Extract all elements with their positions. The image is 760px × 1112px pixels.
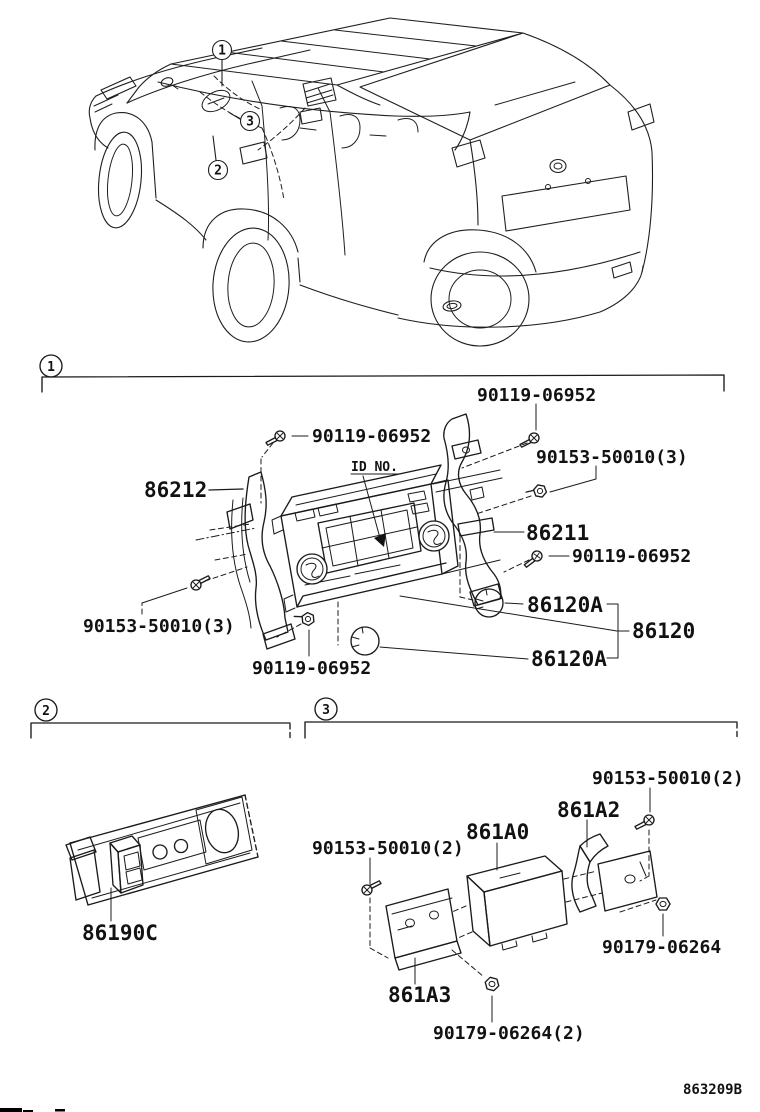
section-1-radio-assembly [40,355,724,679]
part-label-90153-50010-right: 90153-50010(3) [536,447,688,468]
car-callout-2 [209,136,228,180]
section-3-header [305,698,737,738]
page-edge-artifact [0,1108,65,1112]
id-no-label: ID NO. [351,460,398,475]
section-3-callout: 3 [322,703,330,718]
part-label-90119-06952-top-right: 90119-06952 [477,385,597,406]
bracket-86211-drawing [444,414,502,606]
bolt-icon [526,483,548,498]
bracket-86212-drawing [227,472,295,649]
screw-icon [266,431,285,445]
screw-icon [522,550,543,567]
id-no-annotation [351,460,399,547]
section-2-header [31,699,290,739]
knob-cap-icon [475,589,503,617]
car-callout-1-number: 1 [218,43,226,59]
part-label-86120A-top: 86120A [527,593,603,617]
part-label-90119-06952-mid-right: 90119-06952 [572,546,692,567]
section-1-callout: 1 [47,360,55,375]
bracket-861A3-drawing [386,889,461,970]
panel-86190C-drawing [66,795,258,905]
part-label-90153-50010-left: 90153-50010(3) [83,616,235,637]
part-label-86120A-bottom: 86120A [531,647,607,671]
car-callout-3-number: 3 [246,114,254,130]
section-2-bracket-panel [31,699,290,945]
bolt-icon [293,608,316,627]
figure-code: 863209B [683,1082,743,1098]
part-label-861A2: 861A2 [557,798,621,822]
knob-cap-icon [351,627,379,655]
radio-unit-drawing [272,465,502,612]
part-label-90119-06952-top-left: 90119-06952 [312,426,432,447]
car-callout-3 [230,112,260,131]
part-label-86120: 86120 [632,619,696,643]
part-label-86190C: 86190C [82,921,158,945]
nut-icon [656,898,670,910]
part-label-90153-50010-2-left: 90153-50010(2) [312,838,464,859]
section-2-callout: 2 [42,704,50,719]
screw-icon [635,815,654,829]
section-3-amplifier-assembly [305,698,744,1044]
part-label-861A0: 861A0 [466,820,530,844]
bracket-861A2-drawing [572,834,657,912]
car-callout-2-number: 2 [214,163,222,179]
car-illustration [89,18,654,346]
screw-icon [191,576,210,590]
amplifier-861A0-drawing [467,856,567,950]
part-label-90179-06264-2: 90179-06264(2) [433,1023,585,1044]
nut-icon [484,976,501,991]
screw-icon [362,881,381,895]
section-1-header [40,355,724,392]
part-label-90119-06952-bottom: 90119-06952 [252,658,372,679]
part-label-86212: 86212 [144,478,208,502]
part-label-90179-06264: 90179-06264 [602,937,722,958]
part-label-90153-50010-2-right: 90153-50010(2) [592,768,744,789]
part-label-861A3: 861A3 [388,983,452,1007]
part-label-86211: 86211 [526,521,590,545]
car-callout-1 [213,41,232,87]
